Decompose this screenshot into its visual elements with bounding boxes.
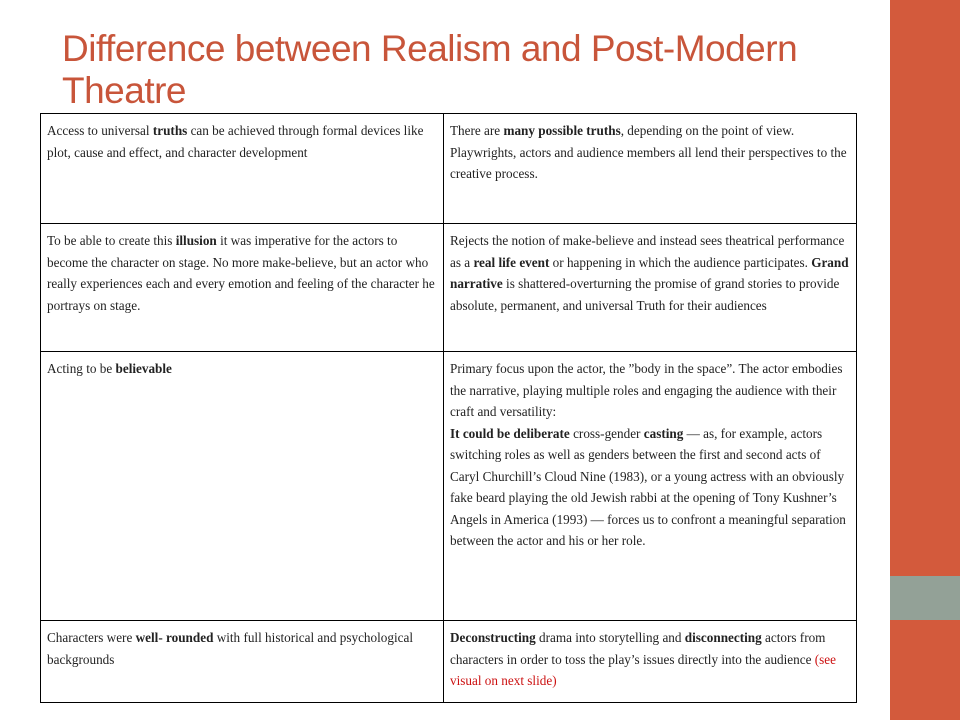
cell-text-segment: disconnecting — [684, 630, 762, 645]
cell-text-segment: Access to universal — [47, 123, 153, 138]
cell-text-segment: (see visual on next slide) — [450, 651, 836, 688]
cell-text-segment: drama into storytelling and — [535, 630, 685, 645]
cell-text-segment: It could be deliberate — [450, 425, 570, 441]
postmodern-cell — [444, 352, 857, 621]
realism-cell — [41, 114, 444, 224]
slide-title: Difference between Realism and Post-Modern Theatre — [62, 28, 798, 111]
cell-text-segment: Rejects the notion of make-believe and instead sees theatrical performance as a — [450, 233, 845, 270]
accent-bar-top — [890, 0, 960, 576]
realism-cell — [41, 352, 444, 621]
cell-text-segment: many possible truths — [503, 123, 621, 138]
table-row — [41, 621, 857, 703]
postmodern-cell — [444, 224, 857, 352]
cell-text-segment: illusion — [175, 233, 217, 248]
postmodern-cell — [444, 621, 857, 703]
cell-text-segment: — as, for example, actors switching roles as well as genders between the first and second acts of Caryl Churchill’s Cloud Nine (1983), or a young actress with an obviously fake beard playing the old Jewish rabbi at the opening of Tony Kushner’s Angels in America (1993) — forces us to confront a meaningful separation between the actor and his or her role. — [450, 425, 846, 548]
table-row — [41, 114, 857, 224]
cell-text-segment: it was imperative for the actors to become the character on stage. No more make-believe, but an actor who really experiences each and every emotion and feeling of the character he portrays on stage. — [47, 233, 435, 313]
cell-text-segment: with full historical and psychological backgrounds — [47, 630, 414, 667]
cell-text-segment: Grand narrative — [450, 254, 849, 291]
accent-bar-bottom — [890, 620, 960, 720]
table-row — [41, 224, 857, 352]
cell-text-segment: real life event — [473, 254, 550, 270]
table-row — [41, 352, 857, 621]
cell-text-segment: cross-gender — [569, 425, 644, 441]
cell-text-segment: , depending on the point of view. Playwrights, actors and audience members all lend their perspectives to the creative process. — [450, 123, 847, 181]
cell-text-segment: truths — [152, 123, 188, 138]
realism-cell — [41, 224, 444, 352]
cell-text-segment: casting — [643, 425, 684, 441]
cell-text-segment: To be able to create this — [47, 233, 176, 248]
cell-text-segment: Acting to be — [47, 361, 116, 376]
cell-text-segment: actors from characters in order to toss the play’s issues directly into the audience — [450, 630, 826, 667]
cell-text-segment: Characters were — [47, 630, 136, 645]
cell-text-segment: believable — [115, 361, 172, 376]
comparison-table — [40, 113, 857, 703]
cell-text-segment: Primary focus upon the actor, the ”body in the space”. The actor embodies the narrative, playing multiple roles and engaging the audience with their craft and versatility: — [450, 361, 843, 419]
postmodern-cell — [444, 114, 857, 224]
realism-cell — [41, 621, 444, 703]
cell-text-segment: There are — [450, 123, 504, 138]
cell-text-segment: can be achieved through formal devices like plot, cause and effect, and character development — [47, 123, 424, 160]
cell-text-segment: well- rounded — [135, 630, 214, 645]
cell-text-segment: Deconstructing — [450, 630, 536, 645]
accent-bar-gray — [890, 576, 960, 620]
cell-text-segment: is shattered-overturning the promise of grand stories to provide absolute, permanent, and universal Truth for their audiences — [450, 276, 840, 313]
cell-text-segment: or happening in which the audience participates. — [549, 254, 812, 270]
